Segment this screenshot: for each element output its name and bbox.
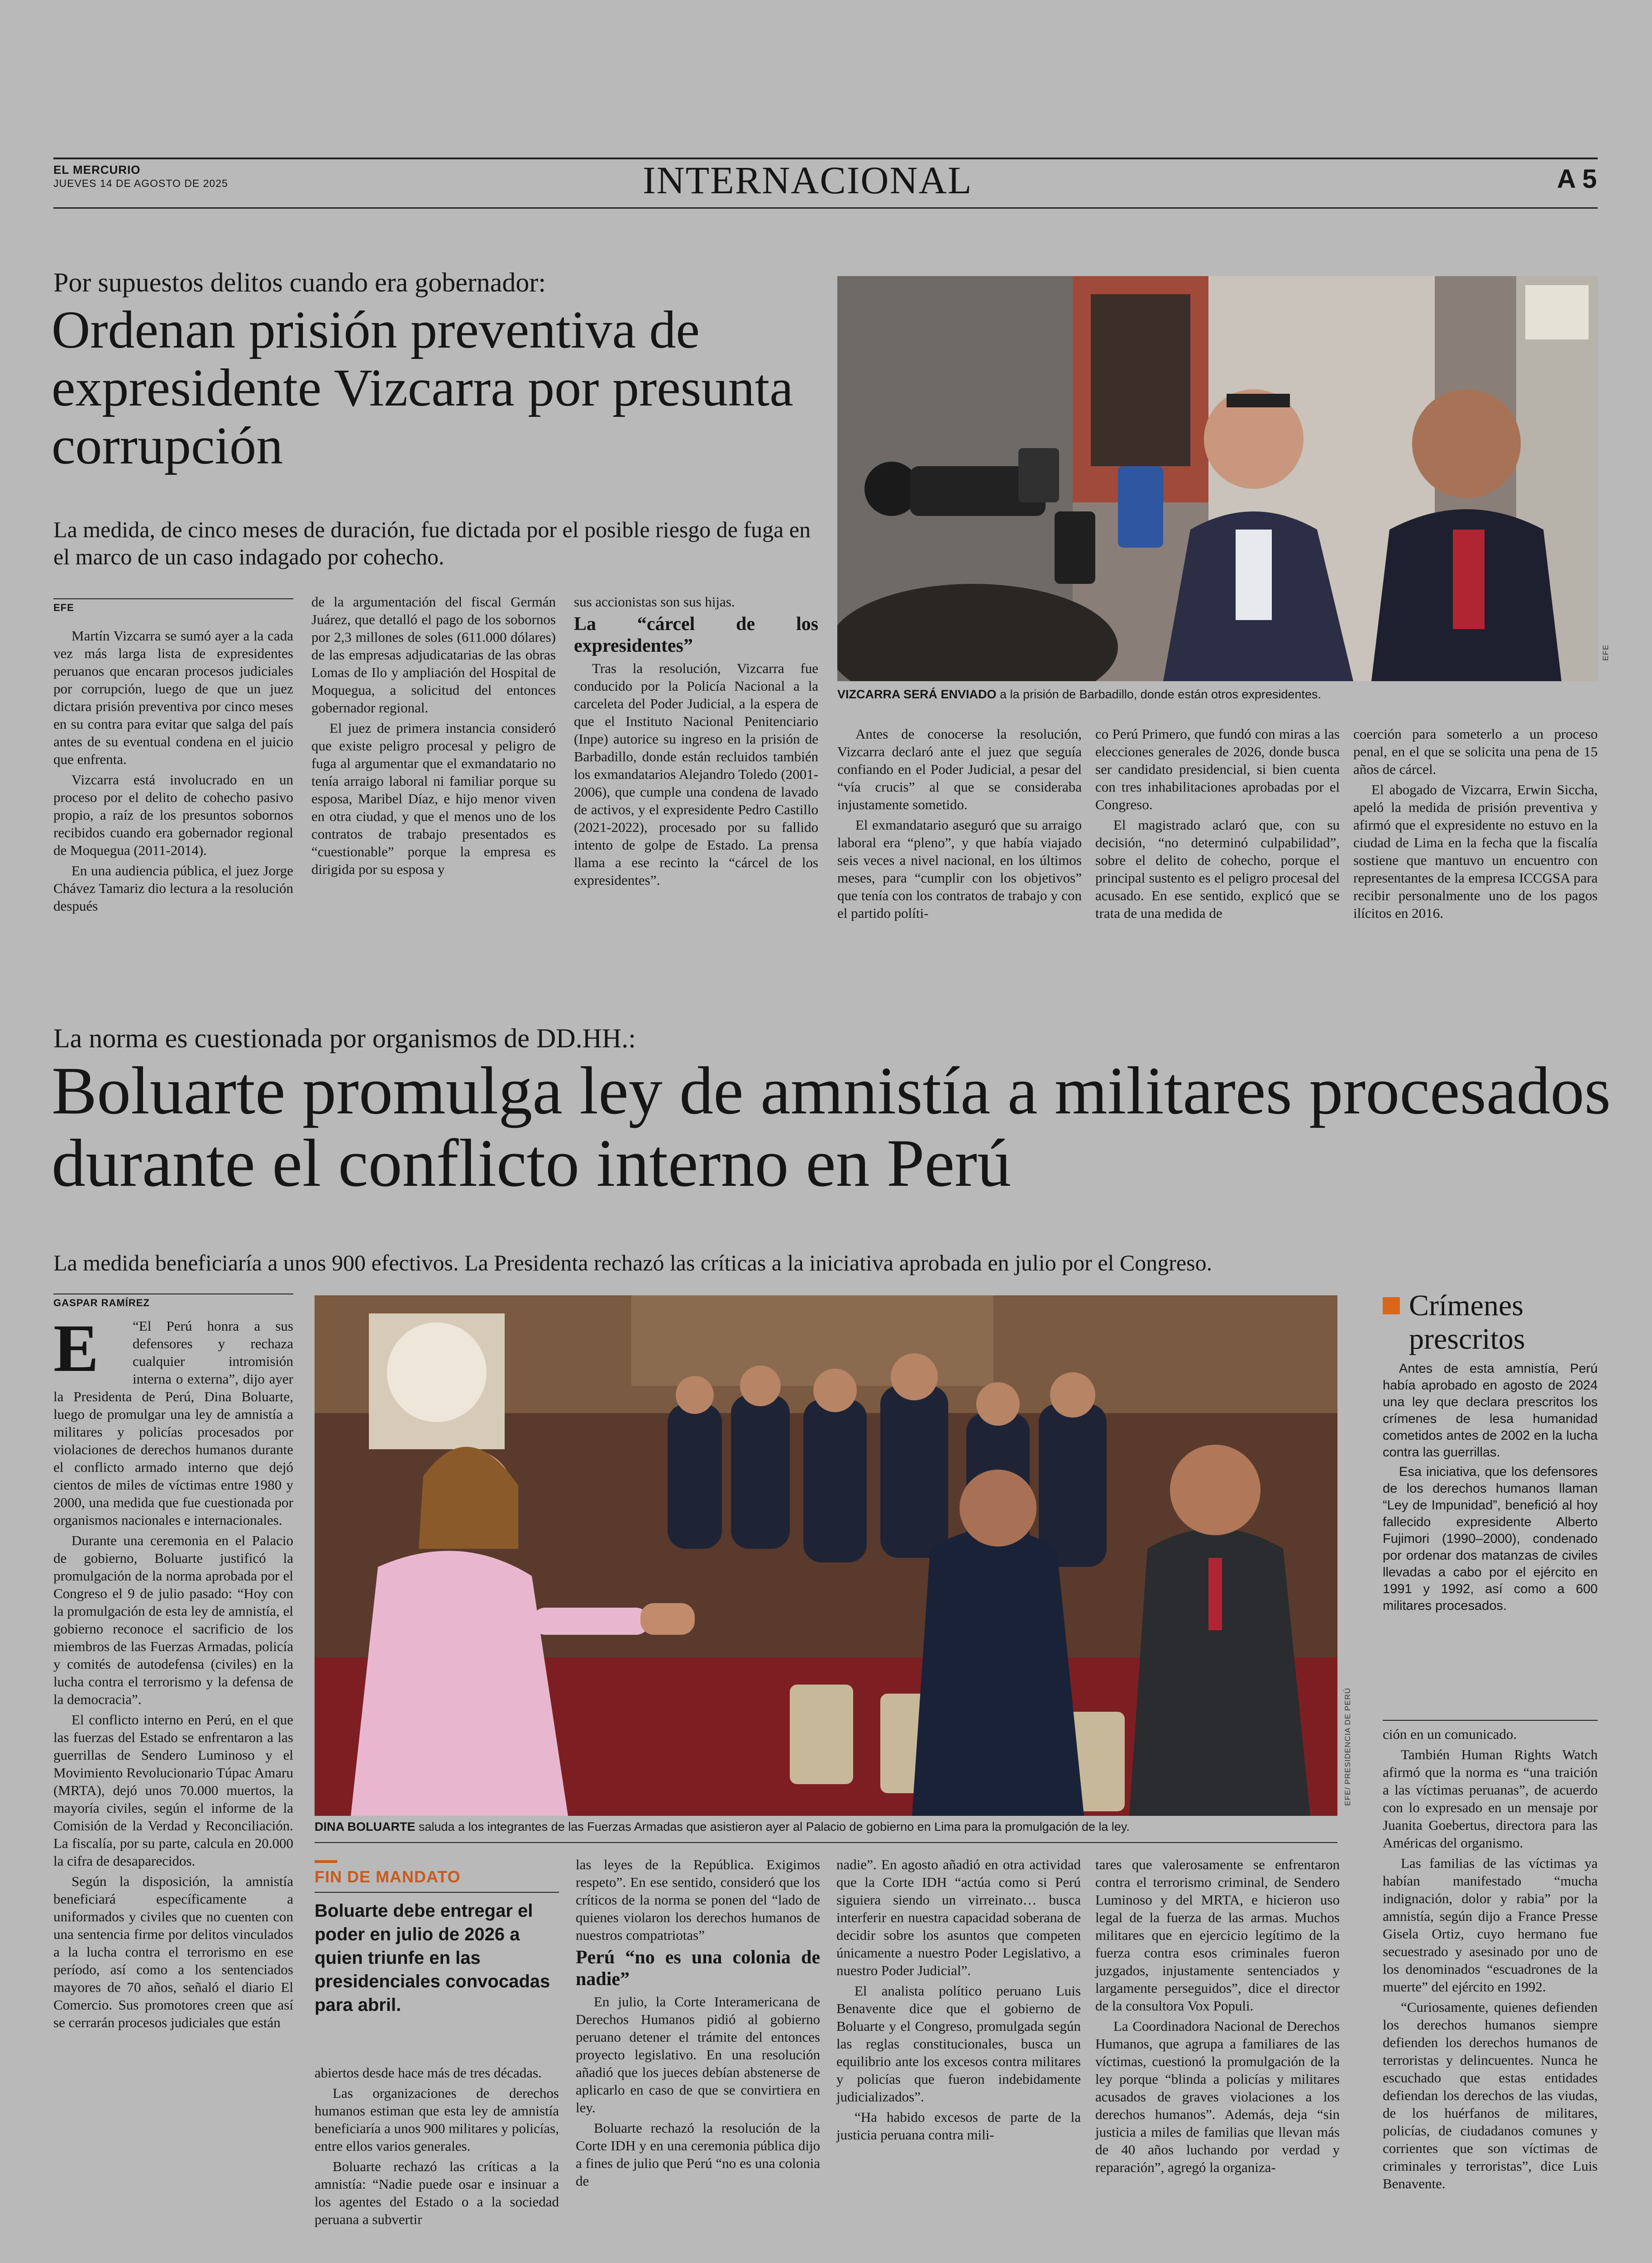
paper-name: EL MERCURIO bbox=[53, 163, 141, 177]
paragraph: El exmandatario aseguró que su arraigo laboral era “pleno”, y que había viajado seis veces a nivel nacional, en los últimos meses, para “cumplir con los objetivos” que tenía con los contratos de trabajo y con el partido políti- bbox=[837, 817, 1082, 921]
paragraph: Martín Vizcarra se sumó ayer a la cada vez más larga lista de expresidentes peruanos que encaran procesos judiciales por corrupción, luego de que un juez dictara prisión preventiva por cinco meses en su contra para evitar que salga del país antes de su eventual condena en el juicio que enfrenta. bbox=[53, 628, 293, 767]
crimenes-sidebar bbox=[1383, 1289, 1598, 1614]
story2-col2 bbox=[315, 2064, 559, 2231]
paragraph: ción en un comunicado. bbox=[1383, 1726, 1517, 1742]
paragraph: El conflicto interno en Perú, en el que las fuerzas del Estado se enfrentaron a las guerrillas de Sendero Luminoso y el Movimiento Revolucionario Túpac Amaru (MRTA), dejó unos 70.000 muertos, la mayoría civiles, según el informe de la Comisión de la Verdad y Reconciliación. La fiscalía, por su parte, calcula en 20.000 la cifra de desaparecidos. bbox=[53, 1712, 293, 1869]
sidebar-bottom-rule bbox=[1383, 1720, 1598, 1721]
paragraph: El magistrado aclaró que, con su decisión, “no determinó culpabilidad”, sobre el delito de cohecho, porque el principal sustento es el peligro procesal del acusado. En ese sentido, explicó que se trata de una medida de bbox=[1095, 817, 1340, 921]
box-rule bbox=[315, 1892, 559, 1893]
story1-caption-lead: VIZCARRA SERÁ ENVIADO bbox=[837, 687, 997, 701]
story1-subhead: La “cárcel de los expresidentes” bbox=[574, 614, 818, 656]
story1-col2 bbox=[311, 593, 556, 881]
paragraph: sus accionistas son sus hijas. bbox=[574, 594, 735, 610]
story1-photo-credit: EFE bbox=[1601, 644, 1610, 661]
story2-photo-credit: EFE/ PRESIDENCIA DE PERÚ bbox=[1343, 1687, 1352, 1806]
paragraph: las leyes de la República. Exigimos respeto”. En ese sentido, consideró que los críticos de la norma se ponen del “lado de quienes violaron los derechos humanos de nuestros compatriotas” bbox=[576, 1857, 820, 1943]
sidebar-body bbox=[1383, 1361, 1598, 1614]
paragraph: Antes de conocerse la resolución, Vizcarra declaró ante el juez que seguía confiando en el Poder Judicial, a pesar del “vía crucis” al que se consideraba injustamente sometido. bbox=[837, 726, 1082, 812]
sidebar-title: Crímenes prescritos bbox=[1409, 1289, 1525, 1356]
paragraph: de la argumentación del fiscal Germán Juárez, que detalló el pago de los sobornos por 2,3 millones de soles (611.000 dólares) de las empresas adjudicatarias de las obras Lomas de Ilo y ampliación del Hospital de Moquegua, a solicitud del entonces gobernador regional. bbox=[311, 594, 556, 716]
story2-col3 bbox=[576, 1856, 820, 2192]
paragraph: En una audiencia pública, el juez Jorge Chávez Tamariz dio lectura a la resolución después bbox=[53, 863, 293, 914]
story2-caption-lead: DINA BOLUARTE bbox=[315, 1820, 415, 1833]
paragraph: Según la disposición, la amnistía beneficiará específicamente a uniformados y civiles que no cuenten con una sentencia firme por delitos vinculados a la lucha contra el terrorismo en ese período, así como a los sentenciados mayores de 70 años, señaló el diario El Comercio. Sus promotores creen que así se cerrarán procesos judiciales que están bbox=[53, 1873, 293, 2030]
story1-kicker: Por supuestos delitos cuando era gobernador: bbox=[53, 267, 546, 297]
vizcarra-photo-illustration bbox=[837, 276, 1598, 681]
box-accent-bar bbox=[315, 1860, 337, 1863]
paragraph: El abogado de Vizcarra, Erwin Siccha, apeló la medida de prisión preventiva y afirmó que el expresidente no estuvo en la ciudad de Lima en la fecha que la fiscalía sostiene que mantuvo un encuentro con representantes de la empresa ICCGSA para recibir personalmente uno de los pagos ilícitos en 2016. bbox=[1353, 782, 1598, 921]
masthead-bottom-rule bbox=[53, 207, 1598, 209]
story1-col4 bbox=[837, 725, 1082, 925]
story1-byline-rule bbox=[53, 598, 293, 599]
story2-byline: GASPAR RAMÍREZ bbox=[53, 1297, 150, 1308]
paragraph: Esa iniciativa, que los defensores de los derechos humanos llaman “Ley de Impunidad”, benefició al hoy fallecido expresidente Alberto Fujimori (1990–2000), condenado por ordenar dos matanzas de civiles llevadas a cabo por el ejército en 1991 y 1992, así como a 600 militares procesados. bbox=[1383, 1465, 1598, 1613]
sidebar-square-icon bbox=[1383, 1297, 1400, 1314]
story2-caption bbox=[315, 1819, 1337, 1834]
story1-caption-text: a la prisión de Barbadillo, donde están otros expresidentes. bbox=[996, 687, 1321, 701]
story2-col6 bbox=[1383, 1725, 1598, 2195]
story2-headline: Boluarte promulga ley de amnistía a militares procesados durante el conflicto interno en Perú bbox=[52, 1053, 1611, 1201]
vizcarra-photo bbox=[837, 276, 1598, 681]
paragraph: Tras la resolución, Vizcarra fue conducido por la Policía Nacional a la carceleta del Poder Judicial, a la espera de que el Instituto Nacional Penitenciario (Inpe) autorice su ingreso en la prisión de Barbadillo, donde están recluidos también los exmandatarios Alejandro Toledo (2001-2006), que cumple una condena de lavado de activos, y el expresidente Pedro Castillo (2021-2022), procesado por su fallido intento de golpe de Estado. La prensa llama a ese recinto la “cárcel de los expresidentes”. bbox=[574, 660, 818, 888]
paragraph: Las organizaciones de derechos humanos estiman que esta ley de amnistía beneficiaría a unos 900 militares y policías, entre ellos varios generales. bbox=[315, 2085, 559, 2154]
boluarte-photo-illustration bbox=[315, 1295, 1337, 1816]
paragraph: El analista político peruano Luis Benavente dice que el gobierno de Boluarte y el Congreso, promulgada según las reglas constitucionales, busca un equilibrio ante los excesos contra militares y policías que fueron indebidamente judicializados”. bbox=[836, 1983, 1081, 2105]
box-label: FIN DE MANDATO bbox=[315, 1867, 461, 1886]
paragraph: tares que valerosamente se enfrentaron contra el terrorismo criminal, de Sendero Luminoso y del MRTA, e hicieron uso legal de la fuerza de las armas. Muchos militares que en ejercicio legítimo de la fuerza contra esos criminales fueron juzgados, injustamente sentenciados y largamente perseguidos”, dice el director de la consultora Vox Populi. bbox=[1095, 1857, 1340, 2014]
paragraph: En julio, la Corte Interamericana de Derechos Humanos pidió al gobierno peruano detener el trámite del entonces proyecto legislativo. En una resolución añadió que los jueces debían abstenerse de aplicarlo en caso de que se convirtiera en ley. bbox=[576, 1994, 820, 2115]
paragraph: La Coordinadora Nacional de Derechos Humanos, que agrupa a familiares de las víctimas, cuestionó la promulgación de la ley porque “blinda a policías y militares acusados de graves violaciones a los derechos humanos”. Además, deja “sin justicia a miles de familias que llevan más de 40 años luchando por verdad y reparación”, agregó la organiza- bbox=[1095, 2018, 1340, 2175]
paragraph: También Human Rights Watch afirmó que la norma es “una traición a las víctimas peruanas”, de acuerdo con lo expresado en un mensaje por Juanita Goebertus, directora para las Américas del organismo. bbox=[1383, 1747, 1598, 1851]
paragraph: “Ha habido excesos de parte de la justicia peruana contra mili- bbox=[836, 2109, 1081, 2143]
story2-deck: La medida beneficiaría a unos 900 efectivos. La Presidenta rechazó las críticas a la iniciativa aprobada en julio por el Congreso. bbox=[53, 1250, 1213, 1275]
paragraph: Boluarte rechazó la resolución de la Corte IDH y en una ceremonia pública dijo a fines de julio que Perú “no es una colonia de bbox=[576, 2120, 820, 2189]
story2-col1 bbox=[53, 1311, 293, 2034]
story1-col1 bbox=[53, 627, 293, 917]
paragraph: co Perú Primero, que fundó con miras a las elecciones generales de 2026, donde busca ser candidato presidencial, si bien cuenta con tres inhabilitaciones aprobadas por el Congreso. bbox=[1095, 726, 1340, 812]
fin-de-mandato-box bbox=[315, 1860, 559, 2017]
sidebar-header bbox=[1383, 1289, 1598, 1356]
story2-kicker: La norma es cuestionada por organismos de DD.HH.: bbox=[53, 1023, 636, 1053]
story1-col3 bbox=[574, 593, 818, 892]
story2-col4 bbox=[836, 1856, 1081, 2146]
paragraph: Antes de esta amnistía, Perú había aprobado en agosto de 2024 una ley que declara prescritos los crímenes de lesa humanidad cometidos antes de 2002 en la lucha contra las guerrillas. bbox=[1383, 1361, 1598, 1460]
issue-date: JUEVES 14 DE AGOSTO DE 2025 bbox=[53, 177, 228, 189]
page-number: A 5 bbox=[1557, 164, 1597, 194]
box-text: Boluarte debe entregar el poder en julio de 2026 a quien triunfe en las presidenciales convocadas para abril. bbox=[315, 1901, 550, 2015]
story2-caption-rule bbox=[315, 1842, 1337, 1843]
story1-byline: EFE bbox=[53, 602, 74, 613]
paragraph: Durante una ceremonia en el Palacio de gobierno, Boluarte justificó la promulgación de la norma aprobada por el Congreso el 9 de julio pasado: “Hoy con la promulgación de esta ley de amnistía, el gobierno reconoce el sacrificio de los miembros de las Fuerzas Armadas, policía y comités de autodefensa (civiles) en la lucha contra el terrorismo y la defensa de la democracia”. bbox=[53, 1533, 293, 1707]
story2-dropcap: E bbox=[53, 1311, 99, 1386]
paragraph: Vizcarra está involucrado en un proceso por el delito de cohecho pasivo propio, a raíz de los presuntos sobornos recibidos cuando era gobernador regional de Moquegua (2011-2014). bbox=[53, 772, 293, 858]
story1-col5 bbox=[1095, 725, 1340, 925]
paragraph: coerción para someterlo a un proceso penal, en el que se solicita una pena de 15 años de cárcel. bbox=[1353, 726, 1598, 777]
paragraph: abiertos desde hace más de tres décadas. bbox=[315, 2065, 542, 2081]
story2-col5 bbox=[1095, 1856, 1340, 2179]
paragraph: Las familias de las víctimas ya habían manifestado “mucha indignación, dolor y rabia” por la amnistía, según dijo a France Presse Gisela Ortiz, cuyo hermano fue secuestrado y asesinado por uno de los denominados “escuadrones de la muerte” del ejército en 1992. bbox=[1383, 1855, 1598, 1995]
section-title: INTERNACIONAL bbox=[643, 158, 973, 202]
story2-subhead: Perú “no es una colonia de nadie” bbox=[576, 1947, 820, 1990]
story2-lead bbox=[53, 1311, 293, 1529]
paragraph: Boluarte rechazó las críticas a la amnistía: “Nadie puede osar e insinuar a los agentes del Estado o a la sociedad peruana a subvertir bbox=[315, 2158, 559, 2227]
paragraph: “Curiosamente, quienes defienden los derechos humanos siempre defienden los derechos humanos de terroristas y delincuentes. Nunca he escuchado que estas entidades defiendan los derechos de las viudas, de los huérfanos de militares, policías, de ciudadanos comunes y corrientes que son víctimas de criminales y terroristas”, dice Luis Benavente. bbox=[1383, 1999, 1598, 2191]
story1-caption bbox=[837, 687, 1598, 702]
story1-col6 bbox=[1353, 725, 1598, 925]
story2-caption-text: saluda a los integrantes de las Fuerzas Armadas que asistieron ayer al Palacio de gobierno en Lima para la promulgación de la ley. bbox=[415, 1820, 1130, 1833]
paragraph: nadie”. En agosto añadió en otra actividad que la Corte IDH “actúa como si Perú siguiera siendo un virreinato… busca interferir en nuestra capacidad soberana de decidir sobre los asuntos que competen únicamente a nuestro Poder Legislativo, a nuestro Poder Judicial”. bbox=[836, 1857, 1081, 1978]
paragraph: El juez de primera instancia consideró que existe peligro procesal y peligro de fuga al argumentar que el exmandatario no tenía arraigo laboral ni familiar porque su esposa, Maribel Díaz, e hijo menor viven en otra ciudad, y que el menos uno de los contratos de trabajo presentados es “cuestionable” porque la empresa es dirigida por su esposa y bbox=[311, 720, 556, 877]
story1-deck: La medida, de cinco meses de duración, fue dictada por el posible riesgo de fuga en el marco de un caso indagado por cohecho. bbox=[53, 517, 811, 569]
story1-headline: Ordenan prisión preventiva de expresidente Vizcarra por presunta corrupción bbox=[52, 300, 793, 475]
paragraph: “El Perú honra a sus defensores y rechaza cualquier intromisión interna o externa”, dijo ayer la Presidenta de Perú, Dina Boluarte, luego de promulgar una ley de amnistía a militares y policías procesados por violaciones de derechos humanos durante el conflicto armado interno que dejó cientos de miles de víctimas entre 1980 y 2000, una medida que fue cuestionada por organismos nacionales e internacionales. bbox=[53, 1318, 293, 1528]
boluarte-photo bbox=[315, 1295, 1337, 1816]
